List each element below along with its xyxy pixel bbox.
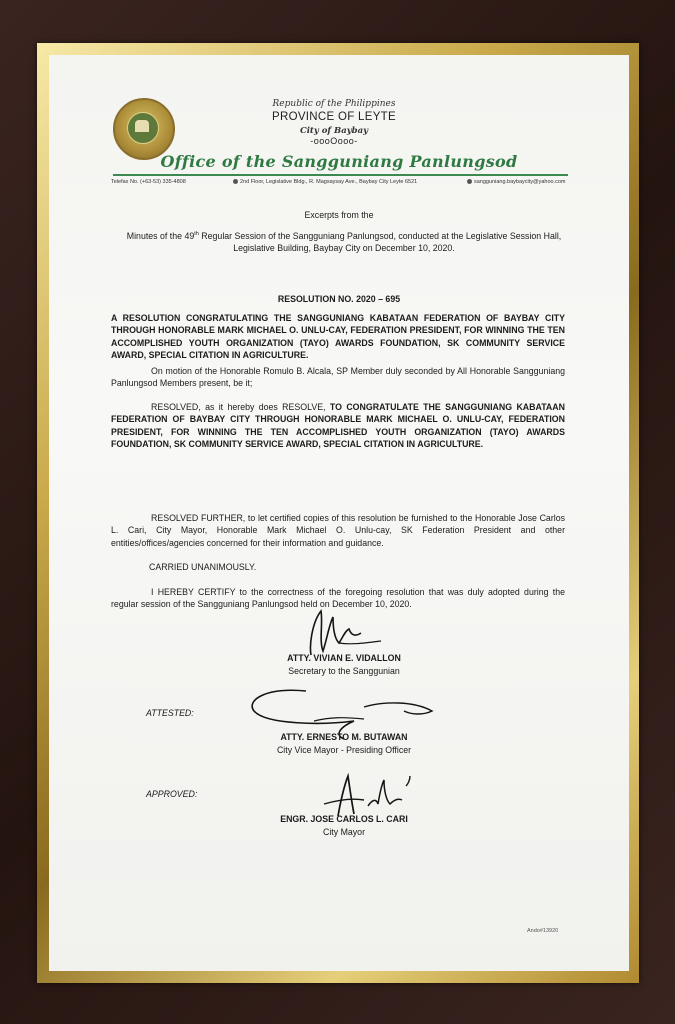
separator-line: -oooOooo- [310,136,358,146]
resolved-paragraph: RESOLVED, as it hereby does RESOLVE, TO CONGRATULATE THE SANGGUNIANG KABATAAN FEDERATION OF BAYBAY CITY THROUGH HONORABLE MARK MICHAEL O. UNLU-CAY, FEDERATION PRESIDENT, FOR WINNING THE TEN ACCOMPLISHED YOUTH ORGANIZATION (TAYO) AWARDS FOUNDATION, SK COMMUNITY SERVICE AWARD, SPECIAL CITATION IN AGRICULTURE. [111,402,565,449]
office-title: Office of the Sangguniang Panlungsod [160,152,518,171]
location-icon [233,179,238,184]
certification-paragraph: I HEREBY CERTIFY to the correctness of the foregoing resolution that was duly adopted during the regular session of the Sangguniang Panlungsod held on December 10, 2020. [111,587,565,610]
minutes-paragraph: Minutes of the 49th Regular Session of the Sangguniang Panlungsod, conducted at the Legislative Session Hall, Legislative Building, Baybay City on December 10, 2020. [126,231,562,254]
email: sangguniang.baybaycity@yahoo.com [467,179,566,185]
republic-line: Republic of the Philippines [272,99,396,109]
secretary-name: ATTY. VIVIAN E. VIDALLON [287,653,401,663]
header-rule [113,174,568,176]
secretary-title: Secretary to the Sanggunian [288,666,400,676]
approved-label: APPROVED: [146,789,198,799]
resolution-number: RESOLUTION NO. 2020 – 695 [277,294,401,304]
province-line: PROVINCE OF LEYTE [272,111,396,123]
mayor-title: City Mayor [322,827,366,837]
mayor-name: ENGR. JOSE CARLOS L. CARI [280,814,408,824]
address: 2nd Floor, Legislative Bldg., R. Magsaysay Ave., Baybay City Leyte 6521 [233,179,417,185]
excerpts-line: Excerpts from the [304,210,374,220]
city-line: City of Baybay [299,126,369,136]
motion-paragraph: On motion of the Honorable Romulo B. Alcala, SP Member duly seconded by All Honorable Sangguniang Panlungsod Members present, be it; [111,366,565,389]
vice-mayor-title: City Vice Mayor - Presiding Officer [276,745,412,755]
email-icon [467,179,472,184]
resolved-further-paragraph: RESOLVED FURTHER, to let certified copies of this resolution be furnished to the Honorable Jose Carlos L. Cari, City Mayor, Honorable Mark Michael O. Unlu-cay, SK Federation President and other entities/offices/agencies concerned for their information and guidance. [111,513,565,548]
carried-unanimously: CARRIED UNANIMOUSLY. [149,562,257,572]
attested-label: ATTESTED: [146,708,194,718]
resolution-document [49,55,629,971]
resolution-title: A RESOLUTION CONGRATULATING THE SANGGUNIANG KABATAAN FEDERATION OF BAYBAY CITY THROUGH HONORABLE MARK MICHAEL O. UNLU-CAY, FEDERATION PRESIDENT, FOR WINNING THE TEN ACCOMPLISHED YOUTH ORGANIZATION (TAYO) AWARDS FOUNDATION, SK COMMUNITY SERVICE AWARD, SPECIAL CITATION IN AGRICULTURE. [111,313,565,360]
document-code: Ando#13920 [527,928,559,934]
vice-mayor-name: ATTY. ERNESTO M. BUTAWAN [280,732,408,742]
telefax: Telefax No. (+63-53) 335-4808 [111,179,186,185]
